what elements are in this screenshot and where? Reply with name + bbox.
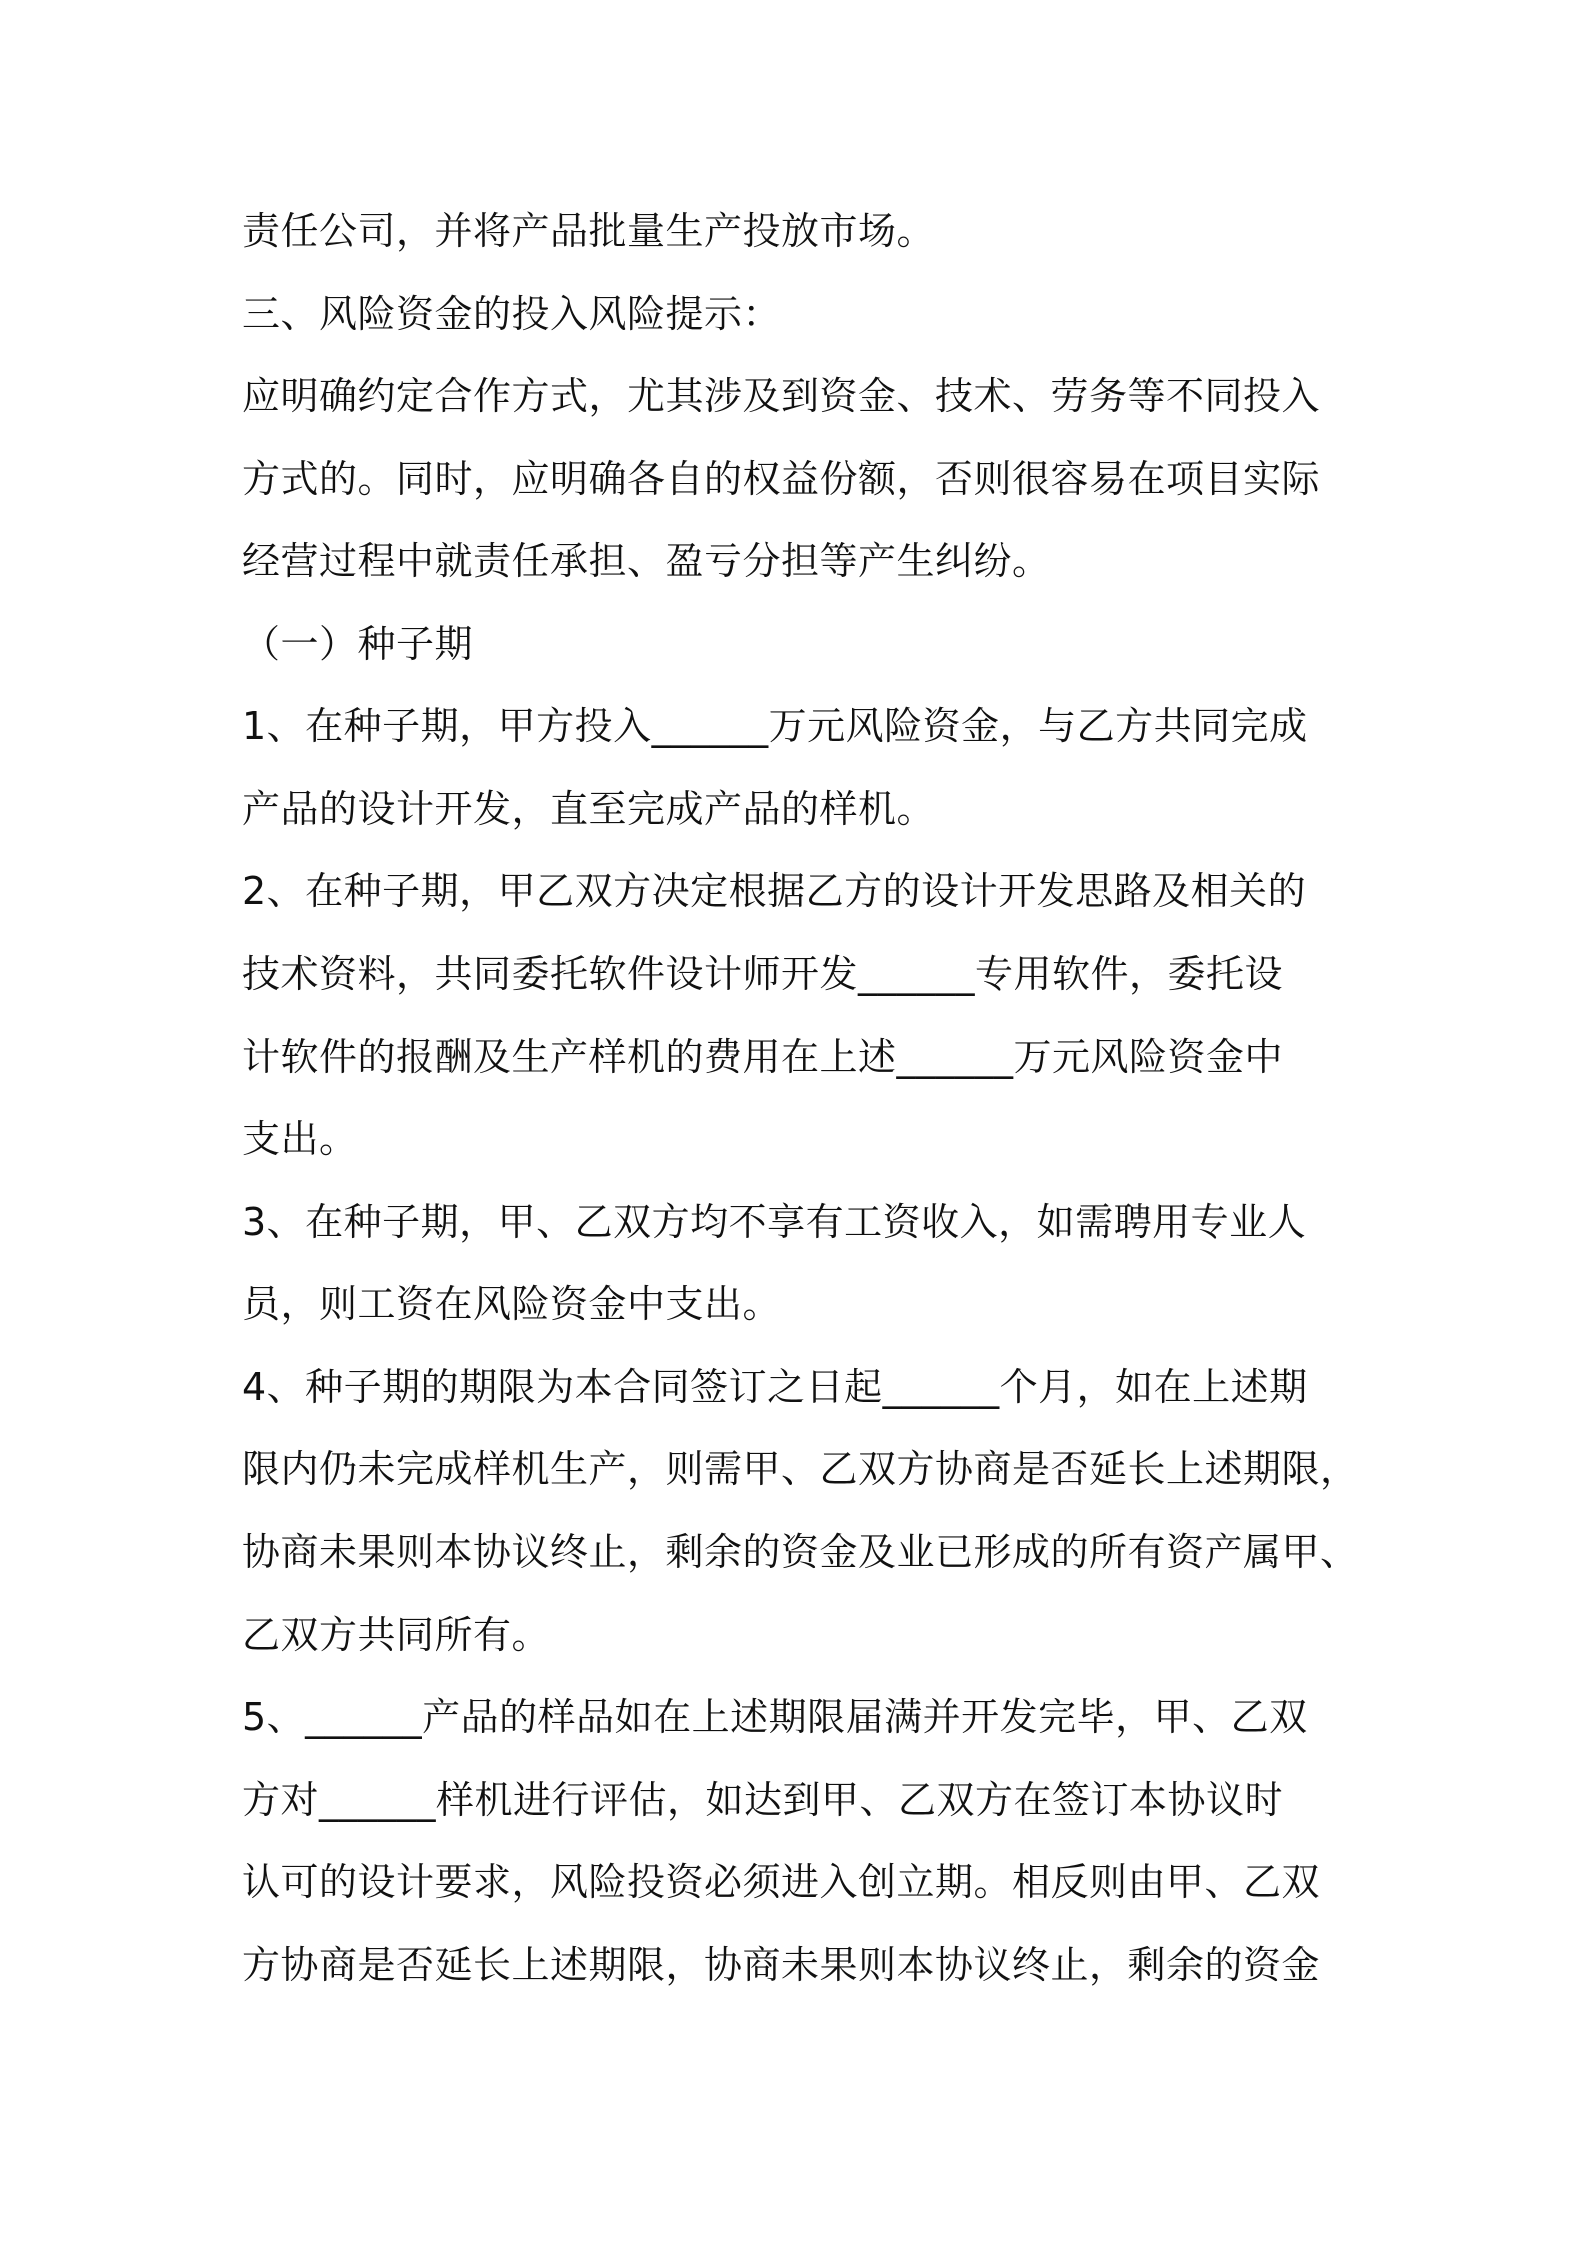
section-heading: 三、风险资金的投入风险提示：: [242, 292, 782, 336]
text-line: 产品的设计开发，直至完成产品的样机。: [242, 787, 936, 831]
text-line: 限内仍未完成样机生产，则需甲、乙双方协商是否延长上述期限，: [242, 1447, 1359, 1491]
text-line: 方对______样机进行评估，如达到甲、乙双方在签订本协议时: [242, 1778, 1284, 1822]
text-line: 计软件的报酬及生产样机的费用在上述______万元风险资金中: [242, 1035, 1284, 1079]
text-line: 2、在种子期，甲乙双方决定根据乙方的设计开发思路及相关的: [242, 869, 1307, 913]
text-line: 5、______产品的样品如在上述期限届满并开发完毕，甲、乙双: [242, 1695, 1308, 1739]
text-line: 责任公司，并将产品批量生产投放市场。: [242, 209, 936, 253]
subsection-heading: （一）种子期: [242, 622, 474, 666]
text-line: 1、在种子期，甲方投入______万元风险资金，与乙方共同完成: [242, 704, 1308, 748]
text-line: 方协商是否延长上述期限，协商未果则本协议终止，剩余的资金: [242, 1943, 1321, 1987]
text-line: 支出。: [242, 1117, 358, 1161]
text-line: 经营过程中就责任承担、盈亏分担等产生纠纷。: [242, 539, 1051, 583]
text-line: 协商未果则本协议终止，剩余的资金及业已形成的所有资产属甲、: [242, 1530, 1359, 1574]
text-line: 方式的。同时，应明确各自的权益份额，否则很容易在项目实际: [242, 457, 1321, 501]
text-line: 员，则工资在风险资金中支出。: [242, 1282, 782, 1326]
text-line: 3、在种子期，甲、乙双方均不享有工资收入，如需聘用专业人: [242, 1200, 1307, 1244]
text-line: 4、种子期的期限为本合同签订之日起______个月，如在上述期: [242, 1365, 1308, 1409]
text-line: 乙双方共同所有。: [242, 1613, 551, 1657]
text-line: 认可的设计要求，风险投资必须进入创立期。相反则由甲、乙双: [242, 1860, 1321, 1904]
text-line: 应明确约定合作方式，尤其涉及到资金、技术、劳务等不同投入: [242, 374, 1321, 418]
text-line: 技术资料，共同委托软件设计师开发______专用软件，委托设: [242, 952, 1284, 996]
